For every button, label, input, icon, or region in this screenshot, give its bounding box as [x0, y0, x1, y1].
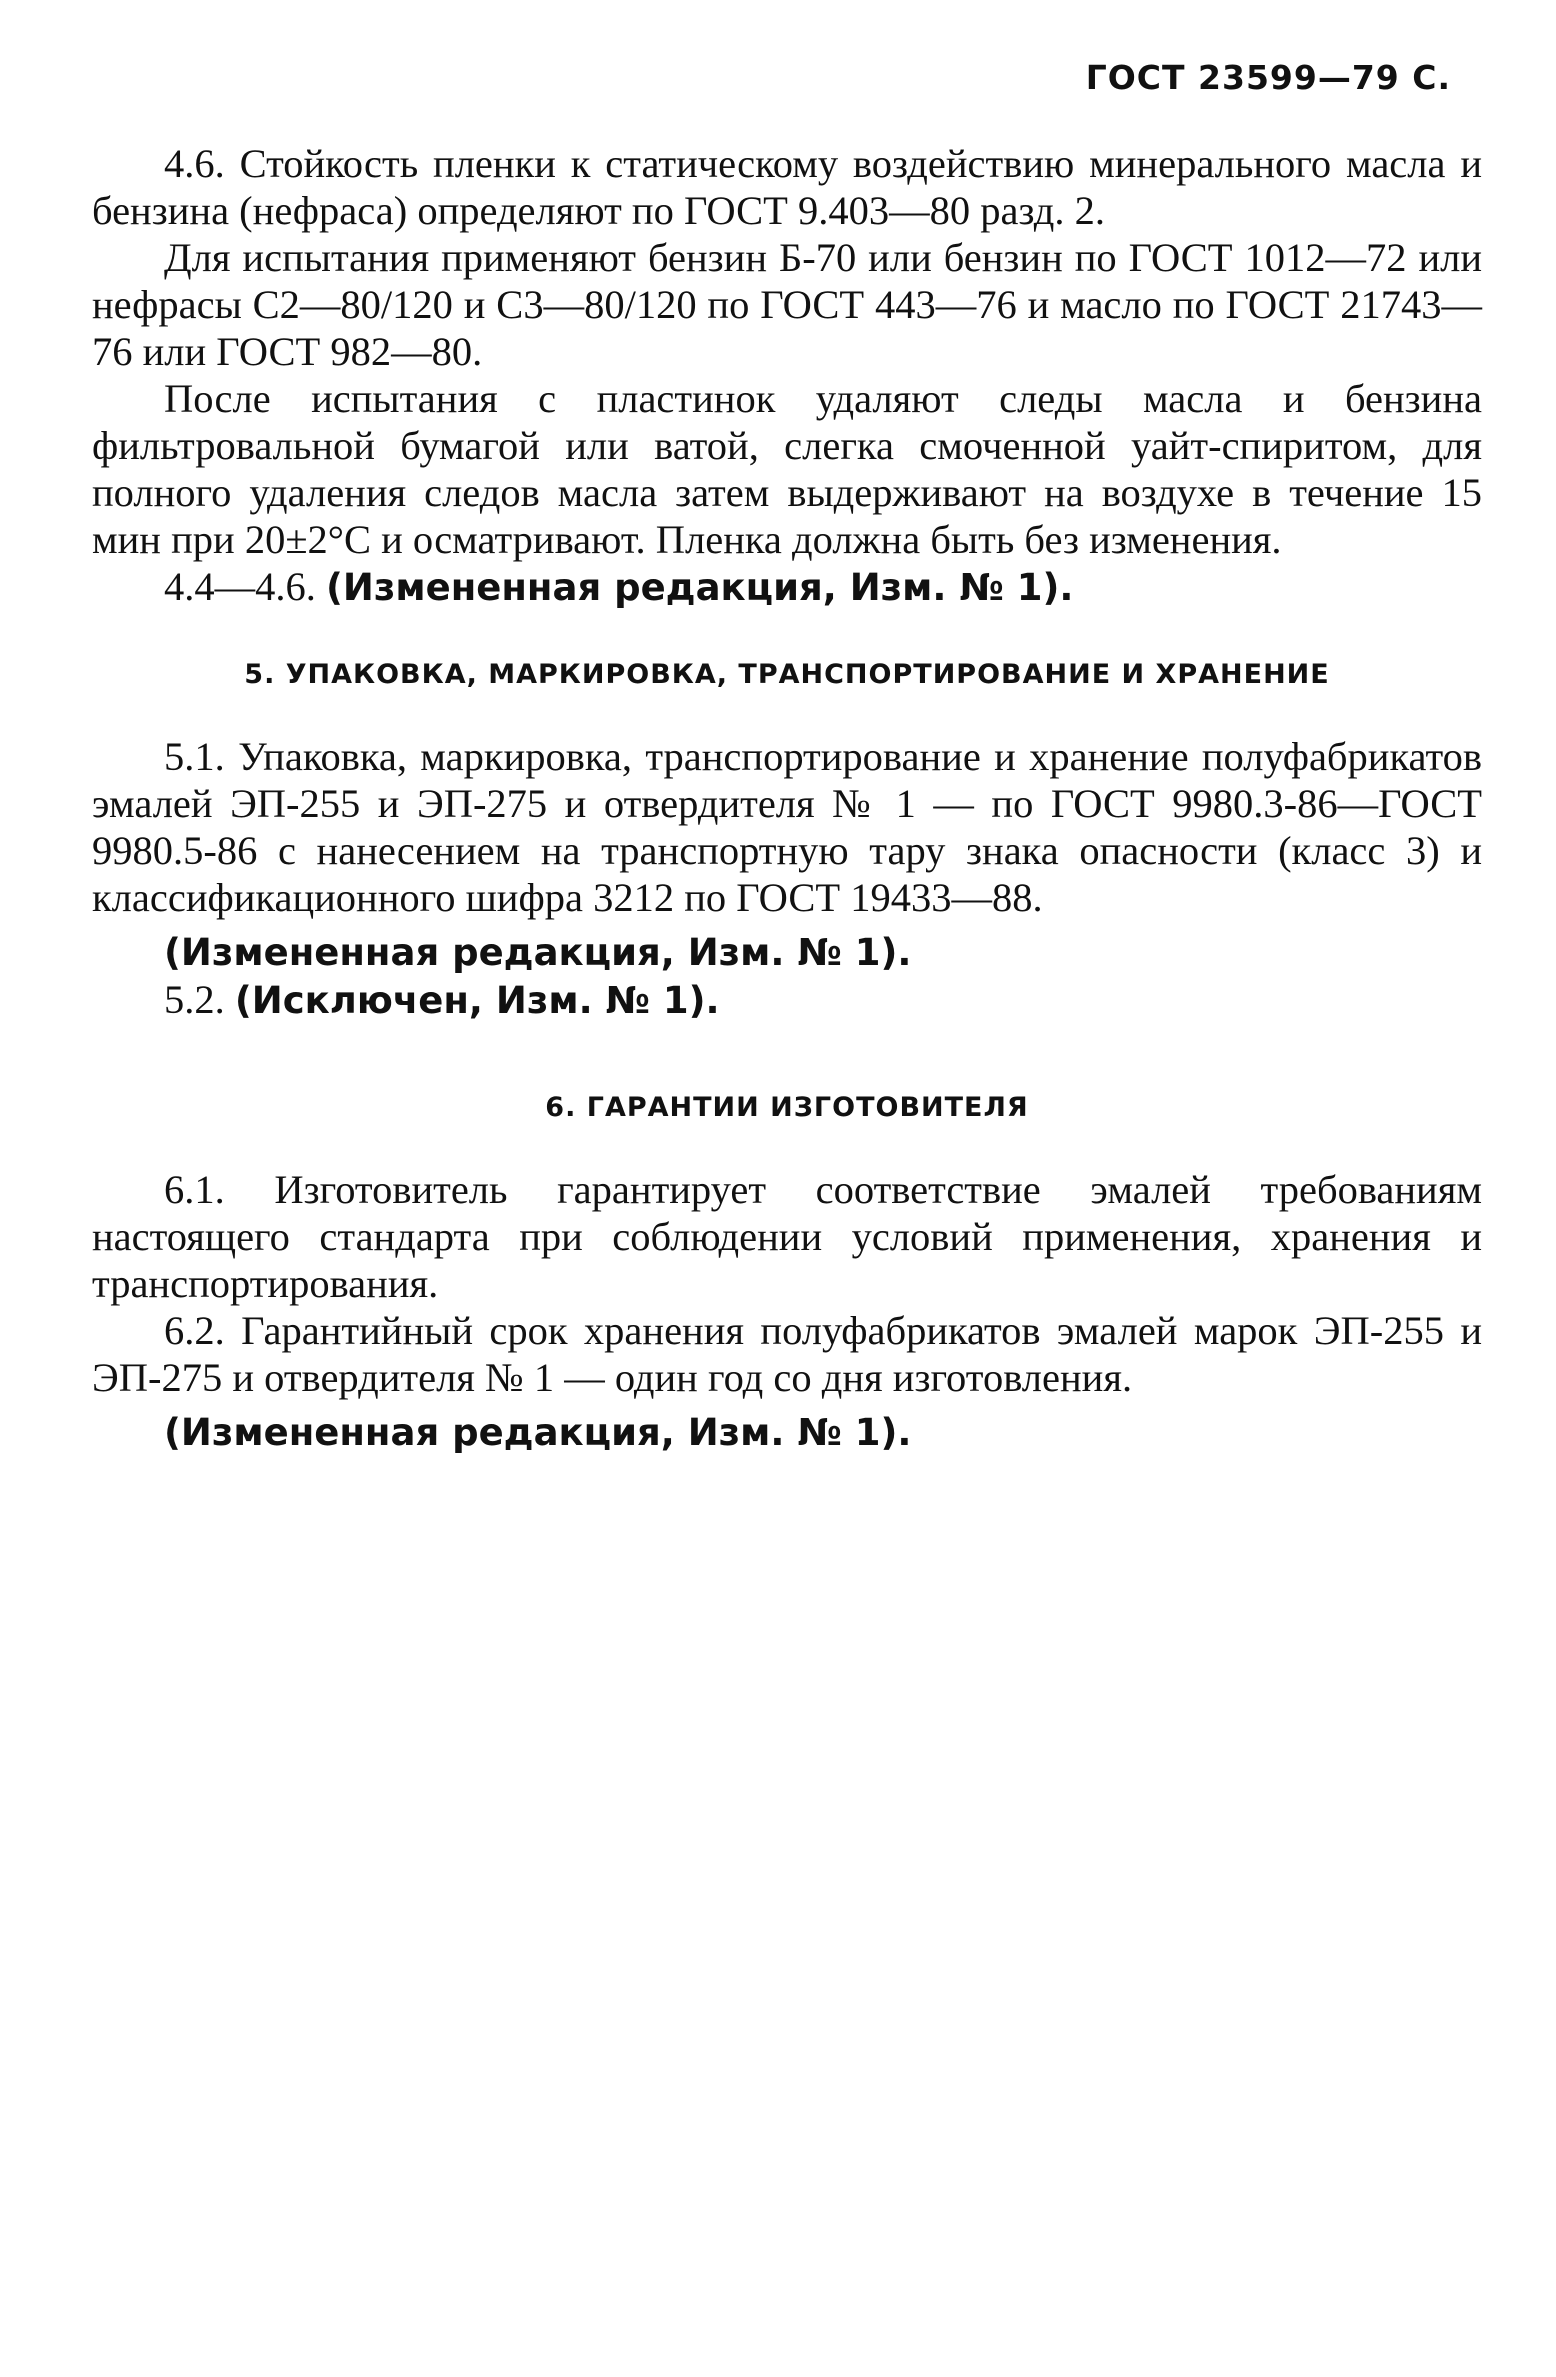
- paragraph-4-6-materials: Для испытания применяют бензин Б-70 или бензин по ГОСТ 1012—72 или нефрасы С2—80/120 и С3—80/120 по ГОСТ 443—76 и масло по ГОСТ 21743—76 или ГОСТ 982—80.: [92, 235, 1482, 374]
- section-5-heading: 5. УПАКОВКА, МАРКИРОВКА, ТРАНСПОРТИРОВАНИЕ И ХРАНЕНИЕ: [244, 659, 1330, 690]
- paragraph-6-1: [92, 1166, 1482, 1307]
- section-6-heading: 6. ГАРАНТИИ ИЗГОТОВИТЕЛЯ: [545, 1092, 1029, 1123]
- clause-tail: разд. 2.: [980, 188, 1105, 233]
- clause-text: Стойкость пленки к статическому воздействию минерального масла и бензина (нефраса) определяют по ГОСТ 9.403—80: [92, 141, 1482, 233]
- paragraph-5-2: [92, 976, 1482, 1024]
- amendment-note-6-2: [92, 1408, 1482, 1456]
- clause-number: 4.6.: [164, 141, 225, 186]
- paragraph-4-6-procedure: После испытания с пластинок удаляют следы масла и бензина фильтровальной бумагой или ватой, слегка смоченной уайт-спиритом, для полного удаления следов масла затем выдерживают на воздухе в течение 15 мин при 20±2°С и осматривают. Пленка должна быть без изменения.: [92, 376, 1482, 562]
- clause-number: 5.1.: [164, 734, 225, 779]
- clause-number: 5.2.: [164, 977, 235, 1022]
- clause-range: 4.4—4.6.: [164, 564, 326, 609]
- amendment-note-5-1: [92, 928, 1482, 976]
- document-body: [92, 140, 1482, 1456]
- paragraph-4-6: [92, 140, 1482, 234]
- amendment-text: (Измененная редакция, Изм. № 1).: [164, 931, 912, 974]
- amendment-text: (Измененная редакция, Изм. № 1).: [164, 1411, 912, 1454]
- page-header: ГОСТ 23599—79 С.: [1085, 58, 1451, 97]
- clause-text: Изготовитель гарантирует соответствие эмалей требованиям настоящего стандарта при соблюдении условий применения, хранения и транспортирования.: [92, 1167, 1482, 1306]
- paragraph-5-1: [92, 733, 1482, 921]
- clause-number: 6.1.: [164, 1167, 225, 1212]
- excluded-note: (Исключен, Изм. № 1).: [234, 979, 720, 1022]
- amendment-note-4-4-4-6: [92, 563, 1482, 611]
- clause-text: Упаковка, маркировка, транспортирование и хранение полуфабрикатов эмалей ЭП-255 и ЭП-275 и отвердителя № 1 — по ГОСТ 9980.3-86—ГОСТ 9980.5-86 с нанесением на транспортную тару знака опасности (класс 3) и классификационного шифра 3212 по ГОСТ 19433—88.: [92, 734, 1482, 920]
- paragraph-6-2: 6.2. Гарантийный срок хранения полуфабрикатов эмалей марок ЭП-255 и ЭП-275 и отвердителя № 1 — один год со дня изготовления.: [92, 1308, 1482, 1400]
- amendment-text: (Измененная редакция, Изм. № 1).: [326, 566, 1074, 609]
